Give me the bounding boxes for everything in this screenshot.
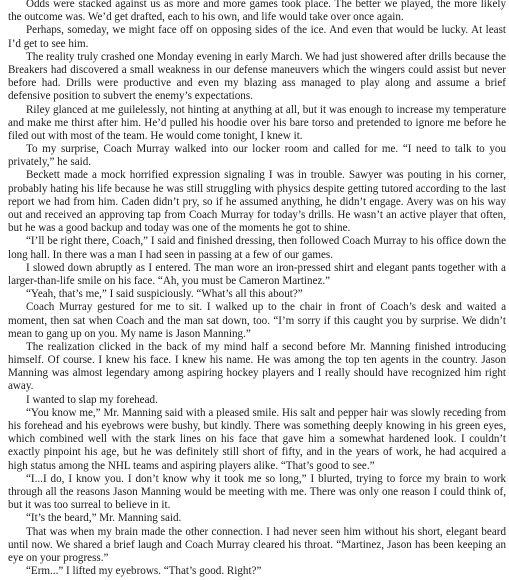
- paragraph: I slowed down abruptly as I entered. The man wore an iron-pressed shirt and elegant pants together with a larger-than-life smile on his face. “Ah, you must be Cameron Martinez.”: [8, 261, 506, 287]
- paragraph: “I...I do, I know you. I don’t know why it took me so long,” I blurted, trying to force my brain to work through all the reasons Jason Manning would be meeting with me. There was only one reason I could think of, but it was too surreal to believe in it.: [8, 472, 506, 512]
- paragraph: Coach Murray gestured for me to sit. I walked up to the chair in front of Coach’s desk and waited a moment, then sat when Coach and the man sat down, too. “I’m sorry if this caught you by surprise. We didn’t mean to gang up on you. My name is Jason Manning.”: [8, 301, 506, 340]
- paragraph: Beckett made a mock horrified expression signaling I was in trouble. Sawyer was pouting in his corner, probably hating his life because he was still struggling with physics despite getting tutored according to the last report we had from him. Caden didn’t pry, so if he assumed anything, he didn’t engage. Avery was on his way out and received an approving tap from Coach Murray for today’s drills. He wasn’t an active player that often, but he was a good backup and today was one of the moments he got to shine.: [8, 169, 506, 235]
- paragraph: “Yeah, that’s me,” I said suspiciously. “What’s all this about?”: [26, 288, 303, 301]
- paragraph: Riley glanced at me guilelessly, not hinting at anything at all, but it was enough to increase my temperature and make me thirst after him. He’d pulled his hoodie over his bare torso and pretended to ignore me before he filed out with most of the team. He would come tonight, I knew it.: [8, 103, 506, 142]
- paragraph: The reality truly crashed one Monday evening in early March. We had just showered after drills because the Breakers had discovered a small weakness in our defense maneuvers which the wingers could assist but never before had. Drills were productive and even my blazing ass managed to play along and assume a brief defensive position to subvert the enemy’s expectations.: [8, 50, 506, 103]
- paragraph: Perhaps, someday, we might face off on opposing sides of the ice. And even that would be lucky. At least I’d get to see him.: [8, 24, 506, 50]
- paragraph: To my surprise, Coach Murray walked into our locker room and called for me. “I need to talk to you privately,” he said.: [8, 143, 506, 169]
- paragraph: “It’s the beard,” Mr. Manning said.: [26, 512, 182, 525]
- paragraph: That was when my brain made the other connection. I had never seen him without his short, elegant beard until now. We shared a brief laugh and Coach Murray cleared his throat. “Martinez, Jason has been keeping an eye on your progress.”: [8, 525, 506, 564]
- paragraph: “I’ll be right there, Coach,” I said and finished dressing, then followed Coach Murray to his office down the long hall. In there was a man I had seen in passing at a few of our games.: [8, 235, 506, 261]
- paragraph: The realization clicked in the back of my mind half a second before Mr. Manning finished introducing himself. Of course. I knew his face. I knew his name. He was among the top ten agents in the country. Jason Manning was almost legendary among aspiring hockey players and I really should have recognized him right away.: [8, 340, 506, 393]
- paragraph: “You know me,” Mr. Manning said with a pleased smile. His salt and pepper hair was slowly receding from his forehead and his eyebrows were bushy, but kindly. There was something deeply knowing in his green eyes, which combined well with the stark lines on his face that gave him a somewhat hardened look. I couldn’t exactly pinpoint his age, but he was definitely still short of fifty, and in the years of work, he had acquired a high status among the NHL teams and aspiring players alike. “That’s good to see.”: [8, 406, 506, 472]
- paragraph: “Erm...” I lifted my eyebrows. “That’s good. Right?”: [26, 565, 262, 578]
- paragraph: I wanted to slap my forehead.: [26, 393, 158, 406]
- paragraph: Odds were stacked against us as more and more games took place. The better we played, the more likely the outcome was. We’d get drafted, each to his own, and life would take over once again.: [8, 0, 506, 24]
